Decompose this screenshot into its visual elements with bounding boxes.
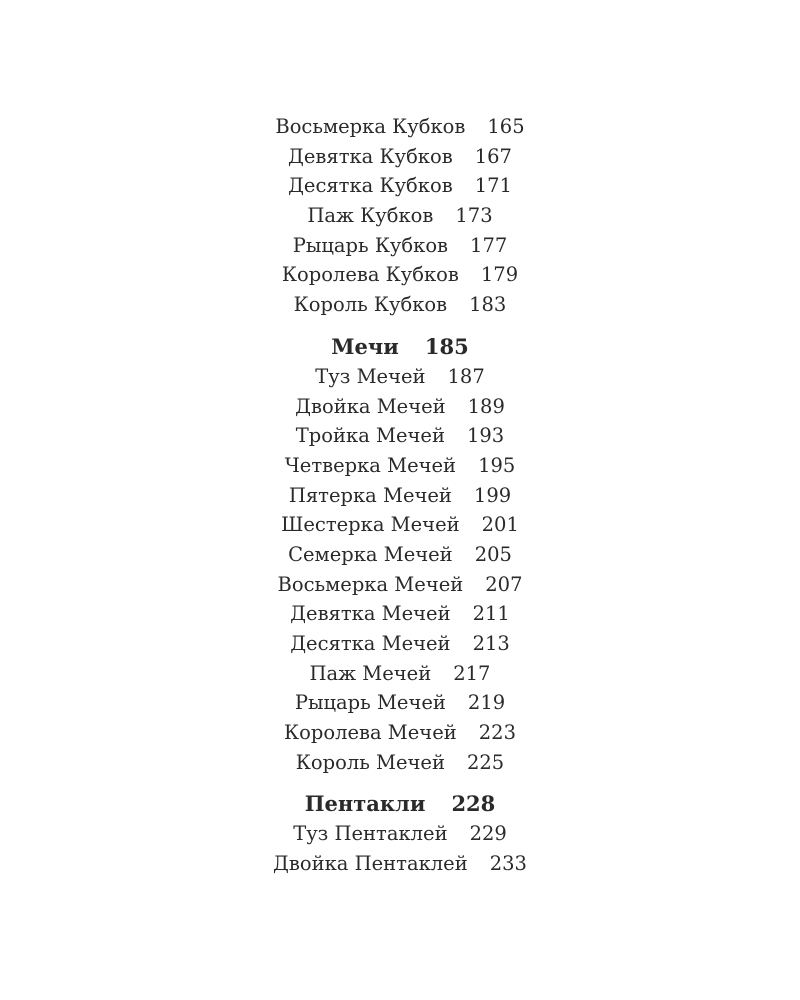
toc-entry[interactable]: [0, 570, 800, 600]
toc-entry-page-number: 233: [489, 852, 527, 876]
toc-entry[interactable]: [0, 142, 800, 172]
toc-entry-page-number: 199: [473, 483, 512, 507]
toc-entry-title: Двойка Пентаклей: [273, 852, 468, 876]
toc-entry-page-number: 219: [467, 691, 506, 715]
toc-entry-title: Королева Мечей: [284, 721, 457, 745]
toc-entry-title: Паж Кубков: [307, 204, 434, 228]
toc-entry-title: Туз Мечей: [315, 364, 426, 388]
toc-entry[interactable]: [0, 540, 800, 570]
toc-entry[interactable]: [0, 599, 800, 629]
toc-section: [0, 332, 800, 778]
toc-entry[interactable]: [0, 819, 800, 849]
toc-section-heading[interactable]: [0, 332, 800, 362]
toc-entry-title: Восьмерка Кубков: [275, 115, 466, 138]
toc-entry[interactable]: [0, 481, 800, 511]
toc-entry-page-number: 201: [481, 513, 519, 537]
toc-entry-page-number: 187: [447, 364, 485, 388]
toc-entry[interactable]: [0, 688, 800, 718]
toc-entry[interactable]: [0, 510, 800, 540]
toc-entry[interactable]: [0, 451, 800, 481]
table-of-contents: [0, 112, 800, 879]
toc-entry-title: Семерка Мечей: [288, 542, 453, 566]
toc-entry[interactable]: [0, 421, 800, 451]
toc-entry-title: Паж Мечей: [309, 661, 432, 685]
toc-entry[interactable]: [0, 392, 800, 422]
toc-entry-page-number: 165: [487, 115, 525, 138]
toc-entry-page-number: 171: [474, 174, 512, 198]
toc-entry-title: Двойка Мечей: [295, 394, 446, 418]
toc-list: [0, 112, 800, 879]
toc-section: [0, 112, 800, 320]
toc-entry-page-number: 207: [485, 572, 523, 596]
toc-entry[interactable]: [0, 659, 800, 689]
toc-entry-title: Туз Пентаклей: [293, 822, 448, 846]
toc-entry-page-number: 189: [467, 394, 505, 418]
toc-section: [0, 789, 800, 878]
toc-entry-page-number: 213: [472, 632, 510, 655]
toc-entry-title: Пятерка Мечей: [288, 483, 452, 507]
toc-entry-title: Восьмерка Мечей: [277, 572, 464, 596]
toc-section-heading[interactable]: [0, 789, 800, 819]
toc-entry-title: Король Мечей: [295, 750, 445, 774]
toc-entry-title: Тройка Мечей: [295, 424, 445, 448]
toc-entry-page-number: 223: [478, 721, 516, 745]
toc-entry[interactable]: [0, 260, 800, 290]
toc-entry-page-number: 173: [455, 204, 493, 228]
toc-entry-page-number: 211: [472, 602, 510, 626]
toc-entry[interactable]: [0, 748, 800, 778]
toc-entry-title: Шестерка Мечей: [281, 513, 460, 537]
toc-entry[interactable]: [0, 231, 800, 261]
toc-entry[interactable]: [0, 201, 800, 231]
toc-entry-title: Десятка Кубков: [288, 174, 453, 198]
toc-entry-page-number: 179: [480, 263, 519, 287]
toc-entry-page-number: 217: [453, 661, 491, 685]
toc-entry-title: Король Кубков: [293, 293, 448, 317]
toc-entry-page-number: 167: [474, 144, 512, 168]
toc-entry-page-number: 183: [469, 293, 507, 317]
toc-entry-page-number: 225: [466, 750, 505, 774]
toc-entry[interactable]: [0, 718, 800, 748]
toc-entry-title: Десятка Мечей: [290, 632, 451, 655]
toc-entry[interactable]: [0, 362, 800, 392]
toc-entry-page-number: 205: [474, 542, 512, 566]
toc-entry-page-number: 229: [469, 822, 507, 846]
toc-entry-title: Рыцарь Кубков: [292, 233, 449, 257]
toc-entry-title: Четверка Мечей: [284, 453, 457, 477]
toc-entry[interactable]: [0, 290, 800, 320]
toc-entry[interactable]: [0, 629, 800, 659]
toc-heading-title: Мечи: [331, 333, 399, 359]
toc-entry-title: Девятка Мечей: [290, 602, 451, 626]
toc-entry[interactable]: [0, 849, 800, 879]
toc-entry-title: Рыцарь Мечей: [294, 691, 446, 715]
toc-entry[interactable]: [0, 112, 800, 142]
toc-entry-page-number: 193: [466, 424, 505, 448]
toc-heading-page-number: 228: [451, 791, 496, 817]
toc-heading-page-number: 185: [424, 333, 469, 359]
toc-heading-title: Пентакли: [304, 791, 426, 817]
toc-entry-title: Девятка Кубков: [288, 144, 453, 168]
toc-entry-title: Королева Кубков: [281, 263, 459, 287]
toc-entry-page-number: 195: [478, 453, 516, 477]
toc-entry-page-number: 177: [470, 233, 508, 257]
toc-entry[interactable]: [0, 171, 800, 201]
